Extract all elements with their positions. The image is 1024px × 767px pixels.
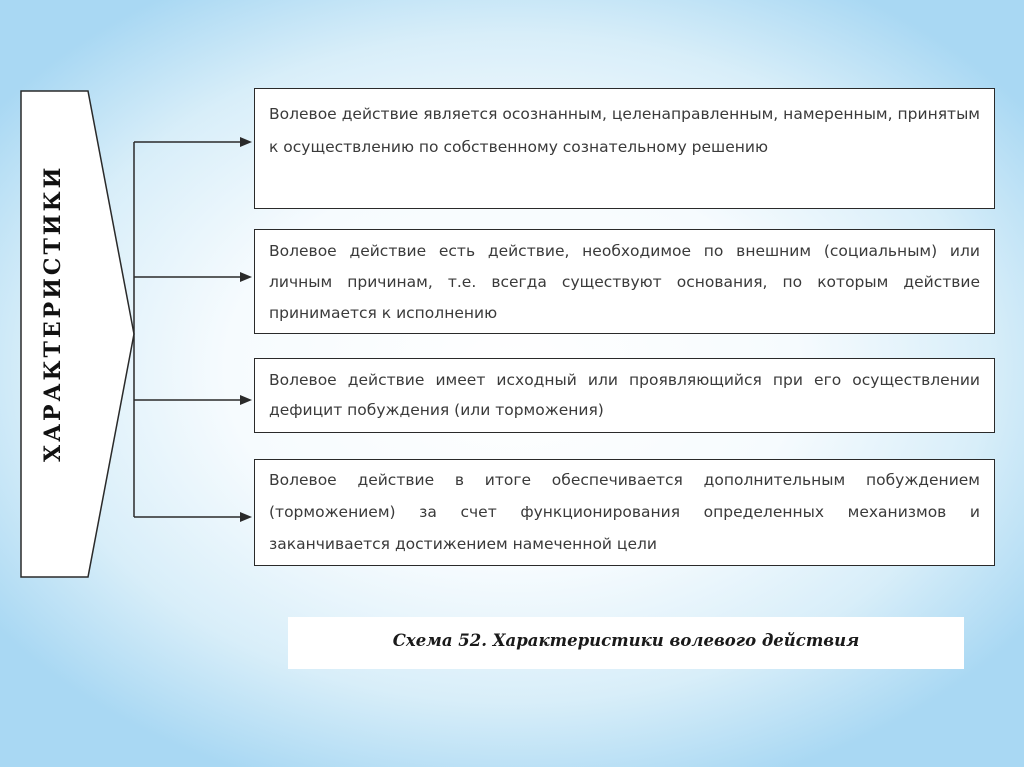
connector-arrow-2 (134, 272, 252, 282)
characteristic-box-1: Волевое действие является осознанным, целенаправленным, намеренным, принятым к осуществлению по собственному сознательному решению (254, 88, 995, 209)
connector-arrow-4 (134, 512, 252, 522)
characteristic-box-3: Волевое действие имеет исходный или проявляющийся при его осуществлении дефицит побуждения (или торможения) (254, 358, 995, 433)
diagram-caption: Схема 52. Характеристики волевого действия (392, 631, 860, 650)
connector-arrow-3 (134, 395, 252, 405)
caption-panel (288, 617, 964, 669)
connector-arrow-1 (134, 137, 252, 147)
characteristic-box-2: Волевое действие есть действие, необходимое по внешним (социальным) или личным причинам, т.е. всегда существуют основания, по которым действие принимается к исполнению (254, 229, 995, 334)
diagram-title: ХАРАКТЕРИСТИКИ (40, 164, 66, 462)
title-shape (21, 91, 134, 577)
characteristic-box-4: Волевое действие в итоге обеспечивается дополнительным побуждением (торможением) за счет функционирования определенных механизмов и заканчивается достижением намеченной цели (254, 459, 995, 566)
